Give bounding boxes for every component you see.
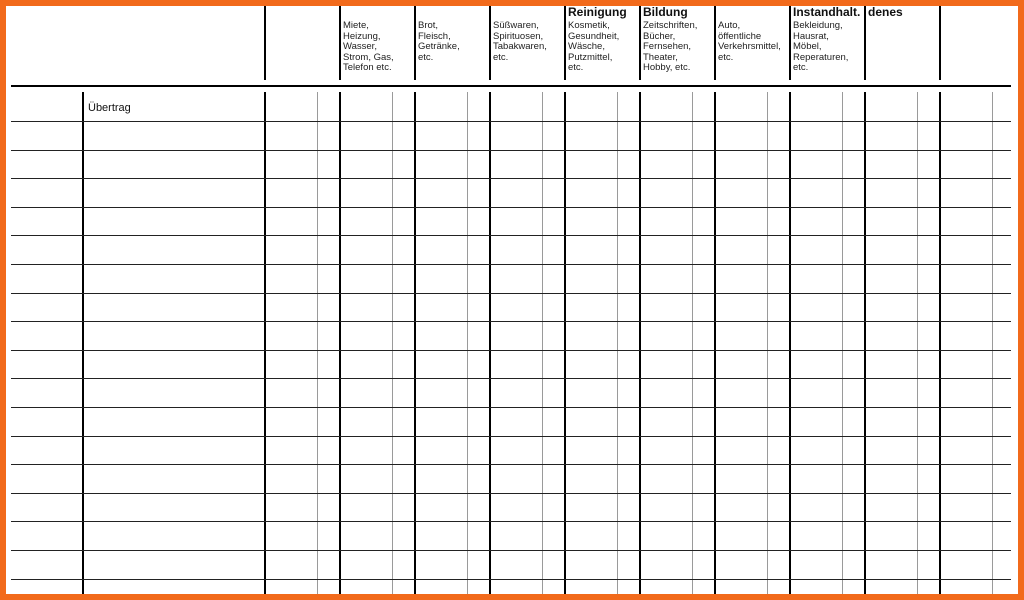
column-divider xyxy=(864,92,866,594)
row-divider xyxy=(11,150,1011,151)
column-description-line: Telefon etc. xyxy=(343,62,392,73)
column-title-verschiedenes: denes xyxy=(868,5,903,19)
column-description-reinigung xyxy=(568,21,619,74)
column-description-line: Miete, xyxy=(343,20,369,31)
header-column-divider xyxy=(414,6,416,80)
column-description-wohnen xyxy=(343,21,394,74)
cents-divider xyxy=(842,92,843,594)
header-column-divider xyxy=(714,6,716,80)
cents-divider xyxy=(317,92,318,594)
column-description-instandhaltung xyxy=(793,21,848,74)
column-description-line: Hausrat, xyxy=(793,30,829,42)
row-divider xyxy=(11,264,1011,265)
column-description-line: Zeitschriften, xyxy=(643,20,698,31)
ledger-sheet xyxy=(6,6,1018,594)
header-column-divider xyxy=(789,6,791,80)
header-column-divider xyxy=(939,6,941,80)
column-description-line: etc. xyxy=(418,51,434,63)
column-description-line: Bekleidung, xyxy=(793,20,843,31)
header-column-divider xyxy=(339,6,341,80)
column-description-line: Bücher, xyxy=(643,30,676,42)
column-title-reinigung: Reinigung xyxy=(568,5,627,19)
column-description-line: Verkehrsmittel, xyxy=(718,41,781,52)
column-description-verkehr xyxy=(718,21,781,63)
row-divider xyxy=(11,178,1011,179)
column-description-line: Tabakwaren, xyxy=(493,41,547,52)
cents-divider xyxy=(992,92,993,594)
cents-divider xyxy=(467,92,468,594)
cents-divider xyxy=(767,92,768,594)
column-description-line: Reperaturen, xyxy=(793,51,849,63)
cents-divider xyxy=(542,92,543,594)
column-description-line: öffentliche xyxy=(718,30,762,42)
column-description-line: Heizung, xyxy=(343,30,381,42)
column-divider xyxy=(414,92,416,594)
row-divider xyxy=(11,436,1011,437)
header-column-divider xyxy=(864,6,866,80)
column-description-line: Möbel, xyxy=(793,41,822,52)
cents-divider xyxy=(692,92,693,594)
column-description-line: etc. xyxy=(568,62,584,73)
column-description-line: Strom, Gas, xyxy=(343,51,394,63)
column-divider xyxy=(939,92,941,594)
column-description-line: Gesundheit, xyxy=(568,30,620,42)
row-divider xyxy=(11,493,1011,494)
row-divider xyxy=(11,321,1011,322)
header-column-divider xyxy=(264,6,266,80)
column-description-line: Kosmetik, xyxy=(568,20,610,31)
row-divider xyxy=(11,579,1011,580)
column-description-line: etc. xyxy=(493,51,509,63)
column-description-line: Getränke, xyxy=(418,41,460,52)
column-description-line: Spirituosen, xyxy=(493,30,544,42)
row-divider xyxy=(11,521,1011,522)
column-divider xyxy=(264,92,266,594)
row-divider xyxy=(11,407,1011,408)
column-description-line: Auto, xyxy=(718,20,741,31)
header-column-divider xyxy=(489,6,491,80)
column-divider xyxy=(564,92,566,594)
column-description-line: Fleisch, xyxy=(418,30,451,42)
column-divider xyxy=(714,92,716,594)
column-divider xyxy=(82,92,84,594)
column-description-nahrung xyxy=(418,21,460,63)
row-divider xyxy=(11,550,1011,551)
row-divider xyxy=(11,464,1011,465)
row-divider xyxy=(11,235,1011,236)
row-divider xyxy=(11,293,1011,294)
row-divider xyxy=(11,378,1011,379)
carry-over-label: Übertrag xyxy=(88,102,131,114)
header-rule xyxy=(11,85,1011,87)
column-description-line: Fernsehen, xyxy=(643,41,692,52)
column-divider xyxy=(339,92,341,594)
column-description-line: etc. xyxy=(793,62,809,73)
column-divider xyxy=(489,92,491,594)
column-description-line: Wäsche, xyxy=(568,41,605,52)
column-description-line: Wasser, xyxy=(343,41,377,52)
header-column-divider xyxy=(639,6,641,80)
column-divider xyxy=(639,92,641,594)
column-description-genuss xyxy=(493,21,547,63)
header-column-divider xyxy=(564,6,566,80)
cents-divider xyxy=(917,92,918,594)
column-description-bildung xyxy=(643,21,697,74)
row-divider xyxy=(11,207,1011,208)
cents-divider xyxy=(392,92,393,594)
cents-divider xyxy=(617,92,618,594)
column-description-line: Brot, xyxy=(418,20,439,31)
column-title-instandhaltung: Instandhalt. xyxy=(793,5,861,19)
column-description-line: Theater, xyxy=(643,51,678,63)
column-title-bildung: Bildung xyxy=(643,5,688,19)
row-divider xyxy=(11,121,1011,122)
column-description-line: Putzmittel, xyxy=(568,51,613,63)
column-description-line: etc. xyxy=(718,51,734,63)
column-divider xyxy=(789,92,791,594)
column-description-line: Hobby, etc. xyxy=(643,62,691,73)
row-divider xyxy=(11,350,1011,351)
column-description-line: Süßwaren, xyxy=(493,20,539,31)
